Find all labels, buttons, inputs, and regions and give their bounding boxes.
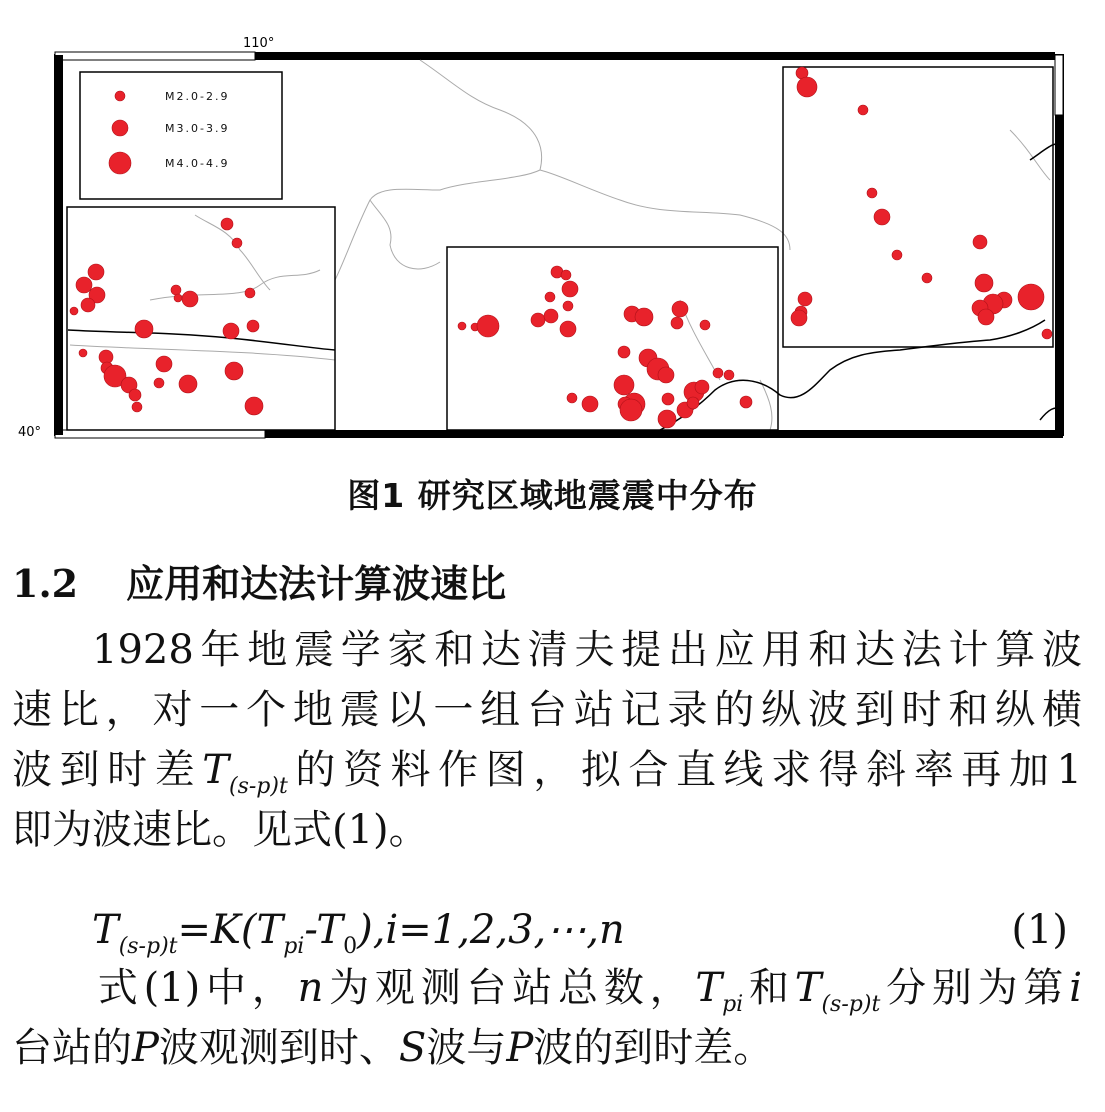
epicenter-map xyxy=(0,0,1105,450)
section-title: 应用和达法计算波速比 xyxy=(126,562,507,606)
paragraph-1-line-4: 即为波速比。见式(1)。 xyxy=(12,807,429,853)
paragraph-2 xyxy=(12,958,1082,1078)
equation-1: $T_{(s-p)t}=K(T_{pi}-T_0),i=1,2,3,\cdots,n$ (1) xyxy=(92,900,1068,960)
legend-label-small: M2.0-2.9 xyxy=(165,90,230,103)
paragraph-1-line-1: 1928年地震学家和达清夫提出应用和达法计算波 xyxy=(92,627,1082,673)
legend-label-large: M4.0-4.9 xyxy=(165,157,230,170)
section-number: 1.2 xyxy=(12,561,79,606)
coord-label-left: 40° xyxy=(18,425,42,440)
equation-number: (1) xyxy=(1011,907,1068,953)
paragraph-2-line-1: 式(1)中，n为观测台站总数，$T_{pi}$和$T_{(s-p)t}$分别为第i xyxy=(92,965,1083,1017)
figure-caption: 图1 研究区域地震震中分布 xyxy=(347,476,758,515)
legend-symbol-large xyxy=(109,152,131,174)
paragraph-1 xyxy=(12,620,1082,860)
paragraph-1-line-2: 速比，对一个地震以一组台站记录的纵波到时和纵横 xyxy=(12,687,1082,733)
section-heading xyxy=(12,553,506,608)
coord-label-top: 110° xyxy=(243,36,275,51)
paragraph-1-line-3: 波到时差$T_{(s-p)t}$的资料作图，拟合直线求得斜率再加1 xyxy=(12,747,1083,799)
legend-symbol-small xyxy=(115,91,125,101)
legend-label-medium: M3.0-3.9 xyxy=(165,122,230,135)
map-frame xyxy=(55,52,1063,438)
legend-symbol-medium xyxy=(112,120,128,136)
paragraph-2-line-2: 台站的P波观测到时、S波与P波的到时差。 xyxy=(12,1025,774,1071)
